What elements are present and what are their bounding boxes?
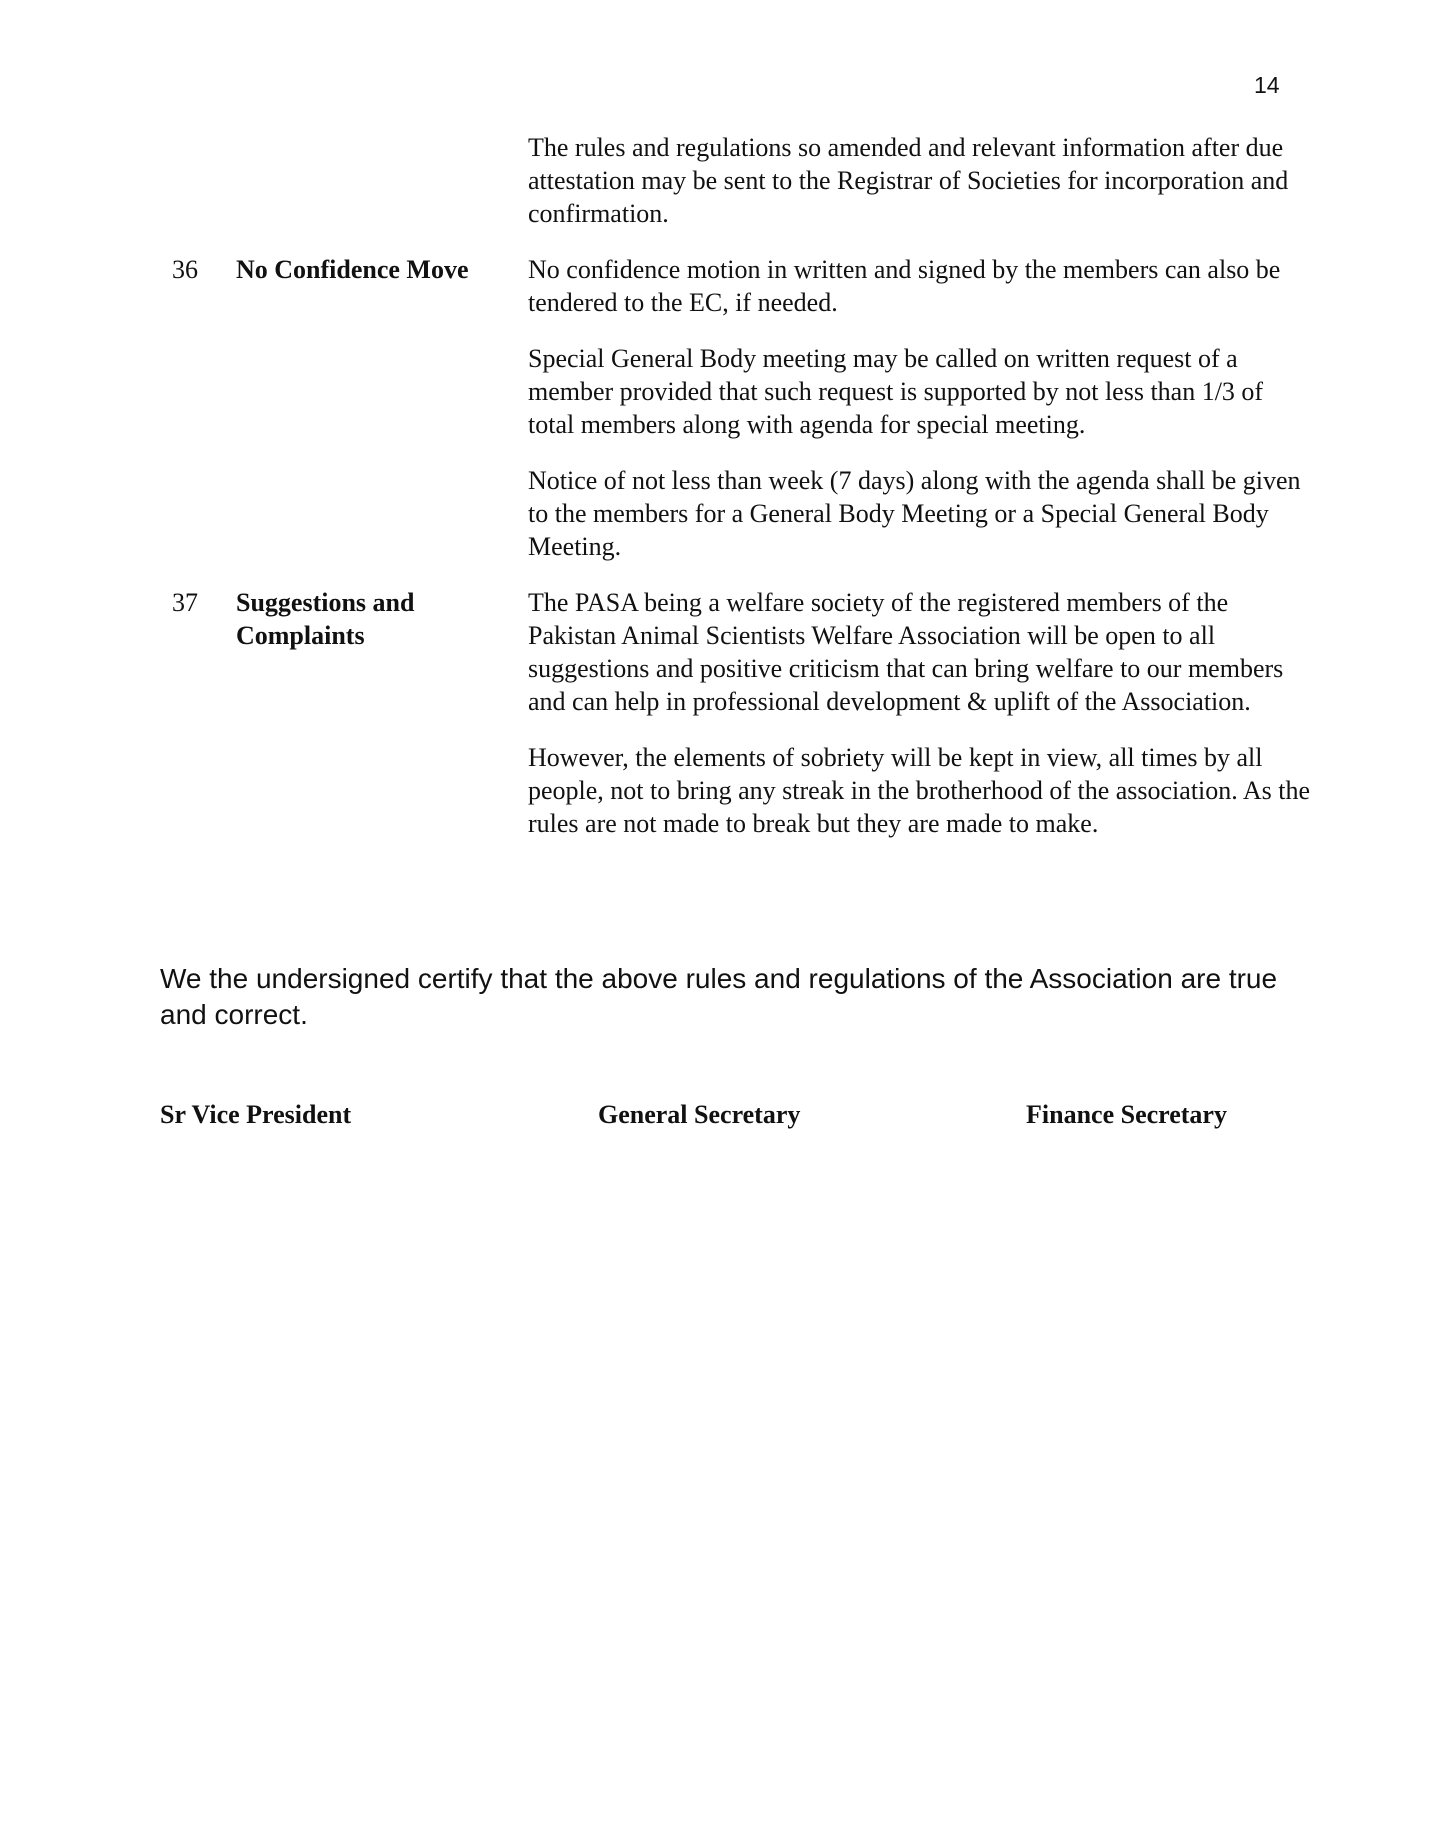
clause-paragraph: However, the elements of sobriety will be kept in view, all times by all people, not to bring any streak in the brotherhood of the association. As the rules are not made to break but they are made to make.: [528, 743, 1310, 838]
signatory-finance-secretary: Finance Secretary: [1026, 1100, 1227, 1129]
clause-row-37: [160, 586, 1310, 840]
clause-body: [528, 253, 1310, 586]
clause-paragraph: The rules and regulations so amended and relevant information after due attestation may be sent to the Registrar of Societies for incorporation and confirmation.: [528, 133, 1289, 228]
certification-statement: We the undersigned certify that the above rules and regulations of the Association are true and correct.: [160, 963, 1278, 1030]
clause-paragraph: No confidence motion in written and signed by the members can also be tendered to the EC, if needed.: [528, 255, 1281, 317]
clause-row-36: [160, 253, 1310, 586]
clause-paragraph: Special General Body meeting may be called on written request of a member provided that such request is supported by not less than 1/3 of total members along with agenda for special meeting.: [528, 344, 1264, 439]
clause-body: [528, 131, 1310, 253]
clause-row-continuation: [160, 131, 1310, 253]
clause-number: 37: [172, 588, 198, 617]
signatory-general-secretary: General Secretary: [598, 1100, 801, 1129]
clause-table: [160, 131, 1310, 840]
clause-heading: Suggestions and Complaints: [236, 588, 415, 650]
clause-paragraph: Notice of not less than week (7 days) along with the agenda shall be given to the members for a General Body Meeting or a Special General Body Meeting.: [528, 466, 1301, 561]
page-number: 14: [1254, 72, 1280, 98]
clause-heading: No Confidence Move: [236, 255, 469, 284]
clause-body: [528, 586, 1310, 840]
signatory-sr-vice-president: Sr Vice President: [160, 1100, 352, 1129]
clause-number: 36: [172, 255, 198, 284]
clause-paragraph: The PASA being a welfare society of the registered members of the Pakistan Animal Scientists Welfare Association will be open to all suggestions and positive criticism that can bring welfare to our members and can help in professional development & uplift of the Association.: [528, 588, 1284, 716]
